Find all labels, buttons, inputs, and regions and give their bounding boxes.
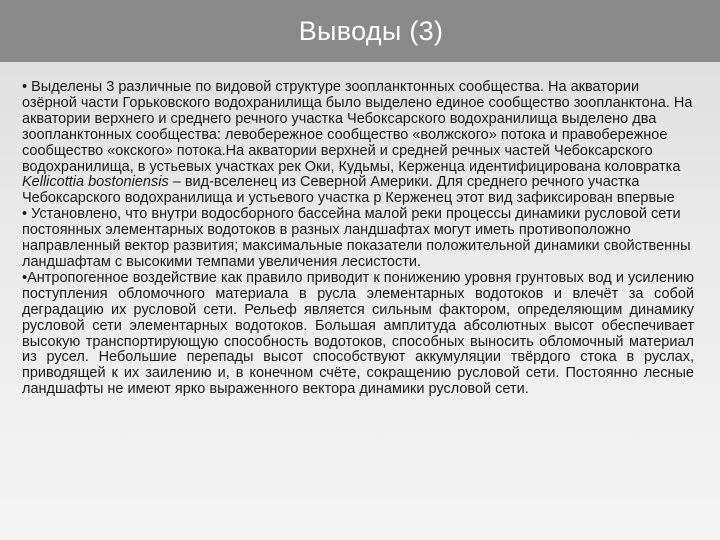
conclusion-paragraph-1	[22, 80, 694, 207]
slide-body	[22, 80, 694, 398]
species-name: Kellicottia bostoniensis	[22, 174, 169, 191]
conclusion-paragraph-2: • Установлено, что внутри водосборного бассейна малой реки процессы динамики русловой сети постоянных элементарных водотоков в разных ландшафтах могут иметь противоположно направленный вектор развития; максимальные показатели положительной динамики свойственны ландшафтам с высокими темпами увеличения лесистости.	[22, 206, 691, 270]
slide-title: Выводы (3)	[298, 15, 444, 46]
paragraph-1-text-end: – вид-вселенец из Северной Америки. Для среднего речного участка Чебоксарского водохранилища и устьевого участка р Керженец этот вид зафиксирован впервые	[22, 174, 675, 207]
conclusion-paragraph-3: •Антропогенное воздействие как правило приводит к понижению уровня грунтовых вод и усилению поступления обломочного материала в русла элементарных водотоков и влечёт за собой деградацию их русловой сети. Рельеф является сильным фактором, определяющим динамику русловой сети элементарных водотоков. Большая амплитуда абсолютных высот обеспечивает высокую транспортирующую способность водотоков, способных выносить обломочный материал из русел. Небольшие перепады высот способствуют аккумуляции твёрдого стока в руслах, приводящей к их заилению и, в конечном счёте, сокращению русловой сети. Постоянно лесные ландшафты не имеют ярко выраженного вектора динамики русловой сети.	[22, 269, 694, 398]
title-bar	[0, 0, 720, 62]
paragraph-1-text-start: • Выделены 3 различные по видовой структуре зоопланктонных сообщества. На акватории озёрной части Горьковского водохранилища было выделено единое сообщество зоопланктона. На акватории верхнего и среднего речного участка Чебоксарского водохранилища выделено два зоопланктонных сообщества: левобережное сообщество «волжского» потока и правобережное сообщество «окского» потока.На акватории верхней и средней речных частей Чебоксарского водохранилища, в устьевых участках рек Оки, Кудьмы, Керженца идентифицирована коловратка	[22, 79, 693, 175]
